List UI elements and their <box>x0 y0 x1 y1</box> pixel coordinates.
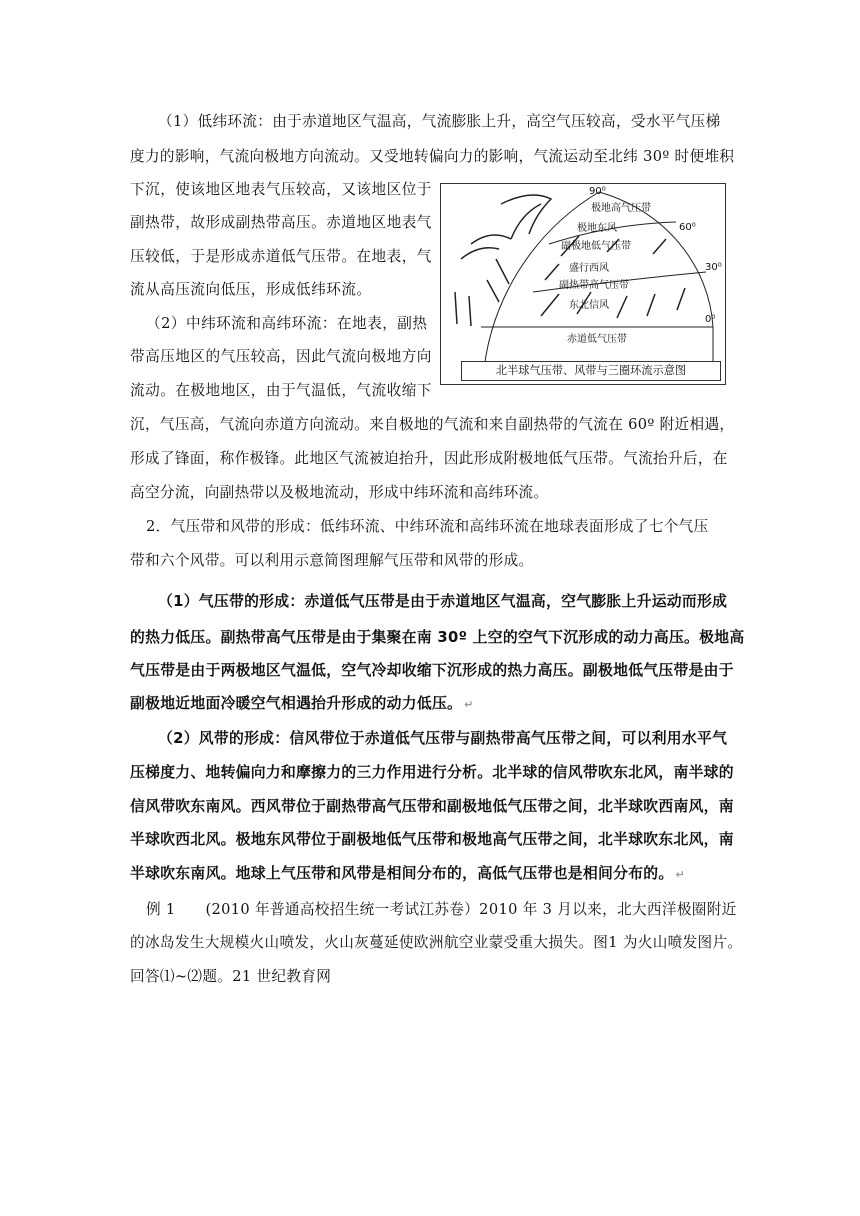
text-line: （2）中纬环流和高纬环流：在地表，副热 <box>146 315 428 332</box>
text-line: （2）风带的形成：信风带位于赤道低气压带与副热带高气压带之间，可以利用水平气 <box>158 730 728 747</box>
text-line <box>130 864 685 885</box>
text-line: 下沉，使该地区地表气压较高，又该地区位于 <box>130 181 432 198</box>
wind-arrow <box>545 264 559 280</box>
text-line: 气压带是由于两极地区气温低，空气冷却收缩下沉形成的热力高压。副极地低气压带是由于 <box>130 662 734 679</box>
text-span: 副极地近地面冷暖空气相遇抬升形成的动力低压。 <box>130 695 463 712</box>
hadley-cell-arrow <box>469 296 471 326</box>
wind-arrow <box>647 294 655 316</box>
zone-label: 盛行西风 <box>569 263 609 274</box>
text-line: 2．气压带和风带的形成：低纬环流、中纬环流和高纬环流在地球表面形成了七个气压 <box>146 518 709 535</box>
return-mark: ↵ <box>464 698 474 711</box>
return-mark: ↵ <box>675 868 686 881</box>
text-line: 沉，气压高，气流向赤道方向流动。来自极地的气流和来自副热带的气流在 60º 附近相遇， <box>130 416 735 433</box>
zone-label: 极地高气压带 <box>591 203 651 214</box>
pressure-belt-diagram <box>440 183 726 385</box>
zone-label: 副热带高气压带 <box>559 280 629 291</box>
text-line: 流动。在极地地区，由于气温低，气流收缩下 <box>130 382 432 399</box>
wind-arrow <box>677 288 685 310</box>
zone-label: 极地东风 <box>577 223 617 234</box>
text-line: 半球吹西北风。极地东风带位于副极地低气压带和极地高气压带之间，北半球吹东北风，南 <box>130 831 734 848</box>
text-line: 回答⑴~⑵题。21 世纪教育网 <box>130 968 332 985</box>
wind-arrow <box>541 294 559 316</box>
latitude-label: 0⁰ <box>705 314 716 325</box>
figure-caption: 北半球气压带、风带与三圈环流示意图 <box>461 361 721 381</box>
latitude-label: 30⁰ <box>705 262 722 273</box>
text-line: 副热带，故形成副热带高压。赤道地区地表气 <box>130 214 432 231</box>
zone-label: 赤道低气压带 <box>567 334 627 345</box>
text-line: 带和六个风带。可以利用示意简图理解气压带和风带的形成。 <box>130 552 534 569</box>
ferrel-cell-arrow <box>496 259 509 284</box>
wind-arrow <box>653 239 666 254</box>
text-line <box>130 694 474 715</box>
text-line: （1）低纬环流：由于赤道地区气温高，气流膨胀上升，高空气压较高，受水平气压梯 <box>158 113 721 130</box>
text-line: 度力的影响，气流向极地方向流动。又受地转偏向力的影响，气流运动至北纬 30º 时便堆积 <box>130 148 735 165</box>
text-line: 流从高压流向低压，形成低纬环流。 <box>130 281 372 298</box>
hadley-cell-arrow <box>487 280 499 302</box>
latitude-label: 90⁰ <box>589 186 606 197</box>
wind-arrow <box>617 296 627 318</box>
text-line: 例 1 (2010 年普通高校招生统一考试江苏卷）2010 年 3 月以来，北大西洋极圈附近 <box>146 901 737 918</box>
polar-cell-arrow <box>511 204 541 239</box>
latitude-label: 60⁰ <box>679 222 696 233</box>
zone-label: 副极地低气压带 <box>561 241 631 252</box>
text-line: 形成了锋面，称作极锋。此地区气流被迫抬升，因此形成附极地低气压带。气流抬升后，在 <box>130 450 728 467</box>
ferrel-cell-arrow <box>461 248 499 259</box>
ferrel-cell-arrow <box>471 235 511 244</box>
text-line: 信风带吹东南风。西风带位于副热带高气压带和副极地低气压带之间，北半球吹西南风，南 <box>130 798 734 815</box>
text-line: 压梯度力、地转偏向力和摩擦力的三力作用进行分析。北半球的信风带吹东北风，南半球的 <box>130 764 734 781</box>
hadley-cell-arrow <box>455 292 457 324</box>
text-span: 半球吹东南风。地球上气压带和风带是相间分布的，高低气压带也是相间分布的。 <box>130 865 674 882</box>
text-line: 的热力低压。副热带高气压带是由于集聚在南 30º 上空的空气下沉形成的动力高压。极地高 <box>130 629 745 646</box>
zone-label: 东北信风 <box>569 300 609 311</box>
text-line: 的冰岛发生大规模火山喷发，火山灰蔓延使欧洲航空业蒙受重大损失。图1 为火山喷发图片。 <box>130 934 743 951</box>
text-line: 压较低，于是形成赤道低气压带。在地表，气 <box>130 248 432 265</box>
text-line: 带高压地区的气压较高，因此气流向极地方向 <box>130 348 432 365</box>
text-line: 高空分流，向副热带以及极地流动，形成中纬环流和高纬环流。 <box>130 484 549 501</box>
text-line: （1）气压带的形成：赤道低气压带是由于赤道地区气温高，空气膨胀上升运动而形成 <box>158 593 728 610</box>
